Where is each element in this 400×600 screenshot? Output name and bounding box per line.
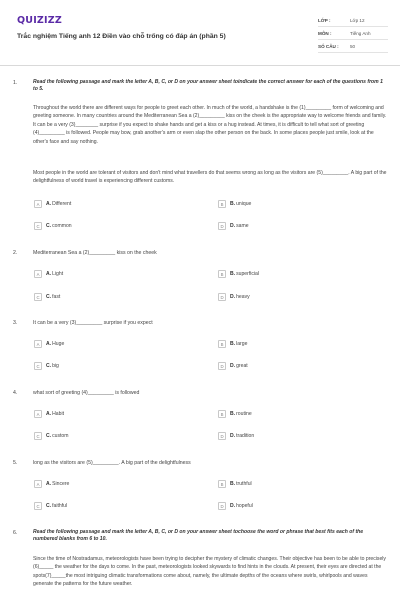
option-letter-box: A (34, 200, 42, 208)
option-prefix: B. (230, 201, 236, 207)
passage-paragraph: Since the time of Nostradamus, meteorologists have been trying to decipher the mystery of climatic changes. Their objective has been to be able to precisely (6)_____ the weather for the days to come. In the past, meteorologists looked skywards to find hints in the clouds. At present, their eyes are directed at the spots(7)_____the most intriguing climatic transformations come about, namely, the ultimate depths of the oceans where swirls, whirlpools and waves generate the patterns for the future weather. (33, 556, 386, 588)
option-letter-box: C (34, 293, 42, 301)
option-d[interactable] (218, 293, 250, 301)
question-number: 3. (13, 320, 18, 326)
option-text: big (52, 363, 59, 369)
header-divider (0, 65, 400, 66)
option-a[interactable] (34, 200, 71, 208)
option-prefix: B. (230, 271, 236, 277)
option-a[interactable] (34, 340, 64, 348)
option-letter-box: A (34, 340, 42, 348)
option-text: routine (236, 411, 252, 417)
option-a[interactable] (34, 270, 63, 278)
option-letter-box: B (218, 270, 226, 278)
meta-key: LỚP : (318, 17, 331, 23)
meta-row-grade (318, 14, 388, 27)
option-text: tradition (236, 433, 255, 439)
question-instruction: Read the following passage and mark the letter A, B, C, or D on your answer sheet toindicate the correct answer for each of the questions from 1 to 5. (33, 79, 383, 93)
option-text: large (236, 341, 248, 347)
option-c[interactable] (34, 432, 69, 440)
option-b[interactable] (218, 200, 251, 208)
option-prefix: A. (46, 201, 52, 207)
option-letter-box: C (34, 432, 42, 440)
option-c[interactable] (34, 293, 60, 301)
option-letter-box: B (218, 340, 226, 348)
question-text: It can be a very (3)_________ surprise if you expect (33, 320, 153, 326)
meta-row-subject (318, 27, 388, 40)
option-d[interactable] (218, 502, 253, 510)
meta-key: MÔN : (318, 30, 332, 36)
option-letter-box: C (34, 502, 42, 510)
question-number: 5. (13, 460, 18, 466)
option-letter-box: A (34, 270, 42, 278)
question-text: long as the visitors are (5)_________. A big part of the delightfulness (33, 460, 191, 466)
question-number: 4. (13, 390, 18, 396)
option-text: Sincere (52, 481, 70, 487)
meta-table (318, 14, 388, 53)
option-b[interactable] (218, 410, 252, 418)
option-text: same (236, 223, 249, 229)
option-letter-box: A (34, 480, 42, 488)
option-prefix: B. (230, 341, 236, 347)
question-number: 2. (13, 250, 18, 256)
option-prefix: C. (46, 433, 52, 439)
option-prefix: A. (46, 341, 52, 347)
meta-value: 50 (350, 43, 356, 49)
option-b[interactable] (218, 480, 252, 488)
option-prefix: D. (230, 503, 236, 509)
option-text: heavy (236, 294, 250, 300)
meta-value: Lớp 12 (350, 17, 365, 23)
option-letter-box: B (218, 200, 226, 208)
option-text: hopeful (236, 503, 253, 509)
option-prefix: A. (46, 411, 52, 417)
option-c[interactable] (34, 362, 59, 370)
option-text: faithful (52, 503, 68, 509)
option-a[interactable] (34, 480, 69, 488)
passage-paragraph: Most people in the world are tolerant of visitors and don't mind what travellers do that seems wrong as long as the visitors are (5)_________. A big part of the delightfulness of world travel is experiencing different customs. (33, 170, 387, 185)
option-text: superficial (236, 271, 260, 277)
option-b[interactable] (218, 270, 259, 278)
option-prefix: C. (46, 223, 52, 229)
document-title: Trắc nghiệm Tiếng anh 12 Điền vào chỗ trống có đáp án (phần 5) (17, 33, 226, 40)
option-text: Different (52, 201, 72, 207)
option-prefix: A. (46, 481, 52, 487)
option-prefix: D. (230, 223, 236, 229)
option-text: truthful (236, 481, 252, 487)
option-letter-box: D (218, 362, 226, 370)
question-number: 1. (13, 80, 18, 86)
option-b[interactable] (218, 340, 247, 348)
option-text: great (236, 363, 248, 369)
option-d[interactable] (218, 432, 254, 440)
option-text: Light (52, 271, 64, 277)
option-text: unique (236, 201, 252, 207)
option-d[interactable] (218, 362, 248, 370)
option-prefix: D. (230, 363, 236, 369)
option-prefix: A. (46, 271, 52, 277)
meta-row-count (318, 40, 388, 53)
meta-key: SỐ CÂU : (318, 43, 339, 49)
question-number: 6. (13, 530, 18, 536)
option-text: common (52, 223, 72, 229)
meta-value: Tiếng Anh (350, 30, 371, 36)
option-text: custom (52, 433, 69, 439)
document-header (0, 0, 400, 62)
question-text: what sort of greeting (4)_________ is followed (33, 390, 140, 396)
option-prefix: C. (46, 363, 52, 369)
option-letter-box: D (218, 293, 226, 301)
option-letter-box: C (34, 222, 42, 230)
option-prefix: C. (46, 503, 52, 509)
option-letter-box: D (218, 222, 226, 230)
option-c[interactable] (34, 502, 67, 510)
quizizz-logo: QUIZIZZ (17, 15, 62, 26)
option-prefix: D. (230, 433, 236, 439)
option-text: Huge (52, 341, 65, 347)
option-letter-box: B (218, 410, 226, 418)
question-text: Mediterranean Sea a (2)_________ kiss on the cheek (33, 250, 157, 256)
option-letter-box: D (218, 432, 226, 440)
option-letter-box: A (34, 410, 42, 418)
passage-paragraph: Throughout the world there are different ways for people to greet each other. In much of the world, a handshake is the (1)_________ form of welcoming and greeting someone. In many countries around the Mediterranean Sea a (2)_________ kiss on the cheek is the appropriate way to welcome friends and family. It can be a very (3)________ surprise if you expect to shake hands and get a kiss or a hug instead. At times, it is difficult to tell what sort of greeting (4)_________ is followed. People may bow, grab another's arm or even slap the other person on the back. In some places people just smile, look at the other's face and say nothing. (33, 105, 387, 145)
option-text: Habit (52, 411, 64, 417)
option-prefix: C. (46, 294, 52, 300)
option-letter-box: B (218, 480, 226, 488)
option-c[interactable] (34, 222, 72, 230)
option-prefix: B. (230, 411, 236, 417)
option-letter-box: D (218, 502, 226, 510)
question-instruction: Read the following passage and mark the letter A, B, C, or D on your answer sheet tochoose the word or phrase that best fits each of the numbered blanks from 6 to 10. (33, 529, 364, 543)
option-d[interactable] (218, 222, 249, 230)
option-text: fast (52, 294, 61, 300)
option-prefix: B. (230, 481, 236, 487)
option-a[interactable] (34, 410, 64, 418)
option-prefix: D. (230, 294, 236, 300)
option-letter-box: C (34, 362, 42, 370)
